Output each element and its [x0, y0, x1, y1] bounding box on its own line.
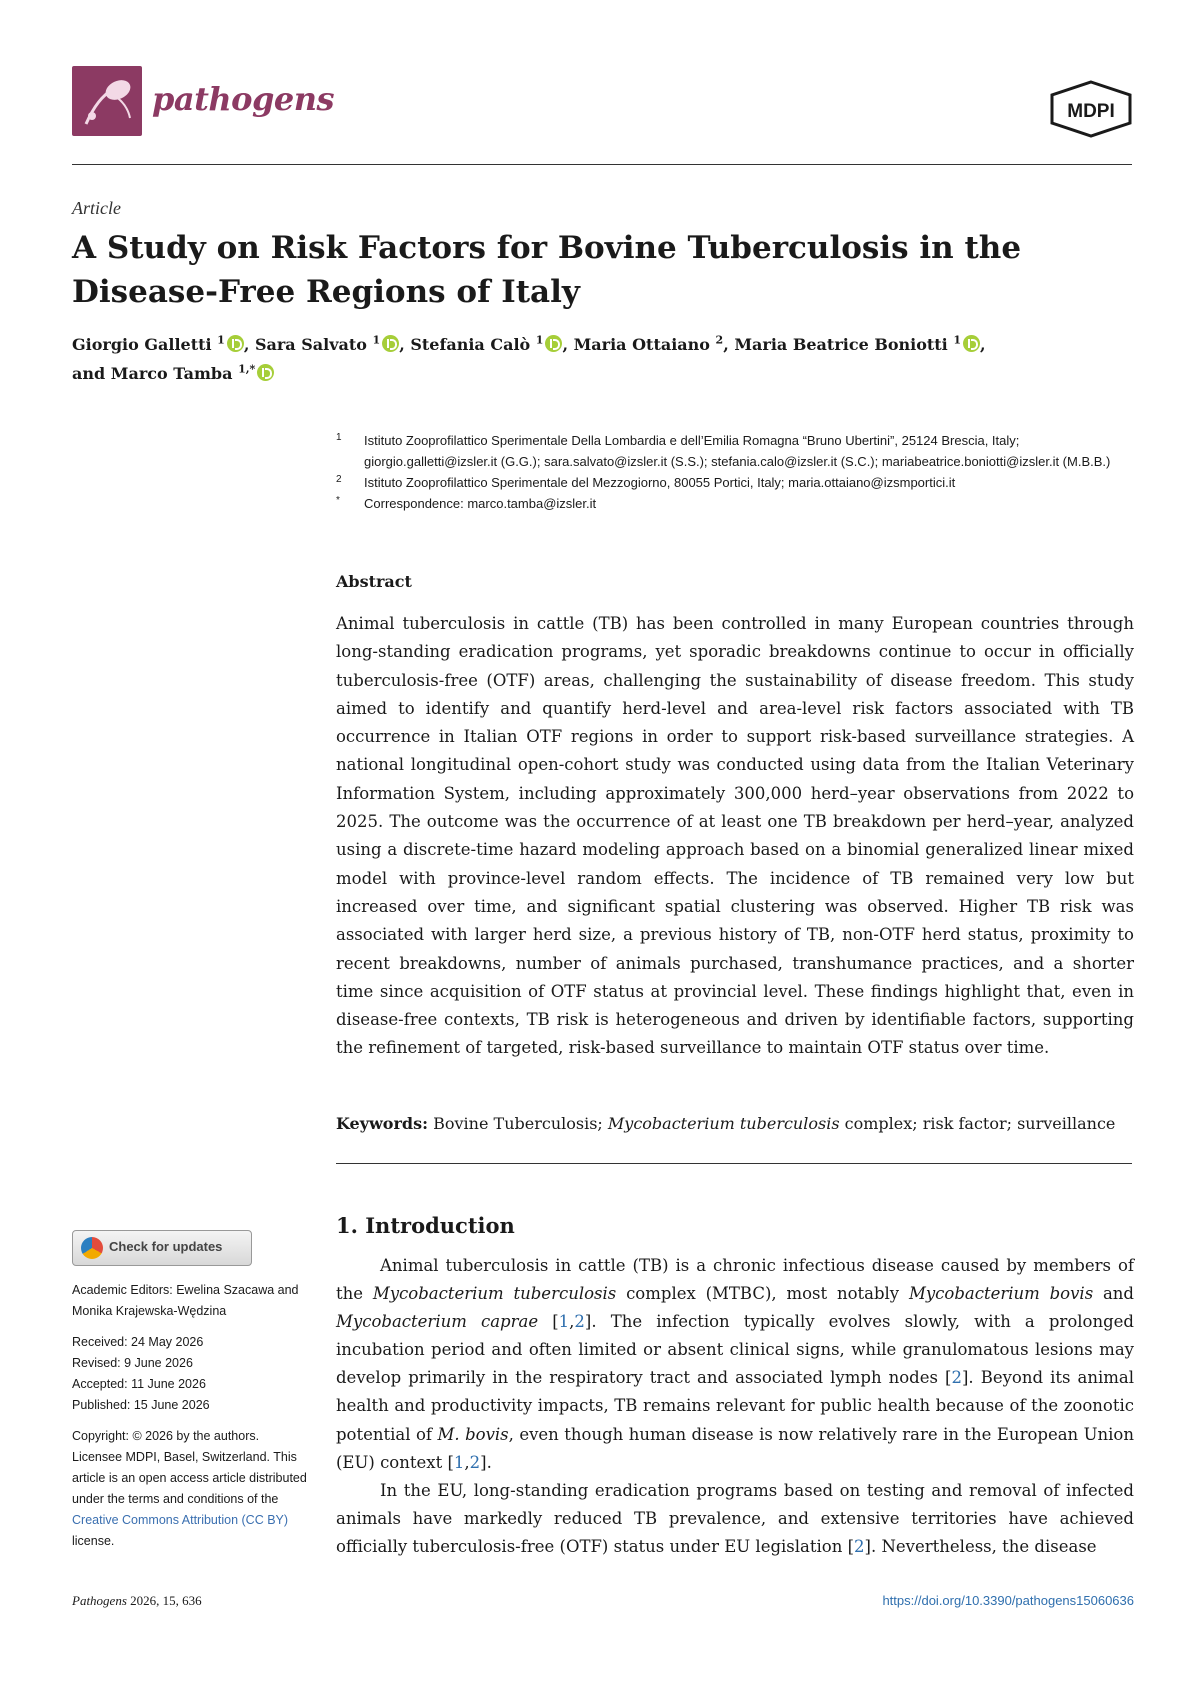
- license-tail: license.: [72, 1534, 115, 1548]
- text-run: Animal tuberculosis in cattle (TB) is a chronic infectious disease caused by members of the: [336, 1256, 1134, 1304]
- paragraph-1: [336, 1252, 1134, 1477]
- date-accepted: Accepted: 11 June 2026: [72, 1377, 206, 1391]
- copyright-text: Copyright: © 2026 by the authors. Licensee MDPI, Basel, Switzerland. This article is an open access article distributed under the terms and conditions of the: [72, 1429, 307, 1506]
- orcid-icon[interactable]: [382, 335, 399, 352]
- author-name[interactable]: Giorgio Galletti: [72, 335, 212, 354]
- date-revised: Revised: 9 June 2026: [72, 1356, 193, 1370]
- doi-link[interactable]: https://doi.org/10.3390/pathogens15060636: [882, 1593, 1134, 1608]
- keywords: [336, 1114, 1136, 1133]
- orcid-icon[interactable]: [545, 335, 562, 352]
- author-separator: ,: [243, 335, 255, 354]
- citation-link[interactable]: 2: [469, 1452, 481, 1472]
- affiliation-marker: 2: [715, 333, 724, 347]
- author-name[interactable]: Marco Tamba: [110, 364, 233, 383]
- citation-link[interactable]: 1: [453, 1452, 465, 1472]
- text-run: , even though human disease is now relatively rare in the European Union (EU) context [: [336, 1424, 1134, 1472]
- affiliation-text: Istituto Zooprofilattico Sperimentale del Mezzogiorno, 80055 Portici, Italy; maria.ottaiano@izsmportici.it: [364, 475, 956, 490]
- abstract-heading: Abstract: [336, 572, 412, 591]
- article-info-sidebar: [72, 1280, 312, 1552]
- academic-editors: Academic Editors: Ewelina Szacawa and Monika Krajewska-Wędzina: [72, 1283, 299, 1318]
- license-link[interactable]: Creative Commons Attribution (CC BY): [72, 1513, 289, 1527]
- article-title: A Study on Risk Factors for Bovine Tuberculosis in the Disease-Free Regions of Italy: [72, 230, 1022, 310]
- check-for-updates-button[interactable]: [72, 1230, 252, 1266]
- affiliation-text: Correspondence: marco.tamba@izsler.it: [364, 496, 597, 511]
- author-separator: ,: [562, 335, 574, 354]
- orcid-icon[interactable]: [227, 335, 244, 352]
- article-type: Article: [72, 198, 121, 218]
- affiliation-number: 2: [336, 474, 342, 485]
- section-heading: 1. Introduction: [336, 1213, 515, 1238]
- citation-link[interactable]: 1: [558, 1312, 570, 1332]
- text-run: ]. The infection typically evolves slowly, with a prolonged incubation period and often limited or absent clinical signs, while granulomatous lesions may develop primarily in the respiratory tract and associated lymph nodes [: [336, 1312, 1134, 1388]
- affiliation-marker: 1: [953, 333, 961, 347]
- paragraph-2: [336, 1477, 1134, 1561]
- author-separator: ,: [723, 335, 735, 354]
- orcid-icon[interactable]: [257, 364, 274, 381]
- keyword-italic: Mycobacterium tuberculosis: [607, 1114, 840, 1133]
- affiliation-item: [336, 472, 1136, 493]
- author-name[interactable]: Stefania Calò: [410, 335, 531, 354]
- journal-name: pathogens: [152, 80, 335, 118]
- footer-journal: Pathogens: [72, 1593, 127, 1608]
- affiliation-marker: 1: [372, 333, 381, 347]
- abstract-divider: [336, 1163, 1132, 1164]
- affiliation-item: [336, 430, 1136, 472]
- mdpi-logo-icon: [1048, 80, 1134, 138]
- text-run: ,: [464, 1452, 470, 1472]
- introduction-body: [336, 1252, 1134, 1561]
- check-updates-icon: [81, 1237, 103, 1259]
- author-separator: ,: [399, 335, 411, 354]
- author-list: [72, 330, 1132, 388]
- footer-volume: 2026, 15, 636: [130, 1593, 202, 1608]
- copyright-notice: [72, 1426, 312, 1552]
- text-run: ].: [480, 1452, 492, 1472]
- text-run: and: [1093, 1284, 1134, 1304]
- affiliations: [336, 430, 1136, 514]
- text-run: [: [538, 1312, 559, 1332]
- species-name: Mycobacterium caprae: [336, 1312, 539, 1332]
- citation-link[interactable]: 2: [951, 1368, 962, 1388]
- publisher-name: MDPI: [1067, 101, 1115, 122]
- species-name: M. bovis: [437, 1424, 509, 1444]
- affiliation-marker: 1: [217, 333, 225, 347]
- check-updates-label: Check for updates: [109, 1239, 223, 1254]
- keywords-label: Keywords:: [336, 1114, 429, 1133]
- text-run: ]. Nevertheless, the disease: [864, 1536, 1097, 1556]
- affiliation-item: [336, 493, 1136, 514]
- author-name[interactable]: Sara Salvato: [254, 335, 367, 354]
- journal-logo: [72, 66, 142, 136]
- affiliation-text: Istituto Zooprofilattico Sperimentale Della Lombardia e dell’Emilia Romagna “Bruno Ubertini”, 25124 Brescia, Italy; giorgio.galletti@izsler.it (G.G.); sara.salvato@izsler.it (S.S.); stefania.calo@izsler.it (S.C.); mariabeatrice.boniotti@izsler.it (M.B.B.): [364, 433, 1111, 469]
- citation-link[interactable]: 2: [574, 1312, 585, 1332]
- abstract-text: Animal tuberculosis in cattle (TB) has been controlled in many European countries through long-standing eradication programs, yet sporadic breakdowns continue to occur in officially tuberculosis-free (OTF) areas, challenging the sustainability of disease freedom. This study aimed to identify and quantify herd-level and area-level risk factors associated with TB occurrence in Italian OTF regions in order to support risk-based surveillance strategies. A national longitudinal open-cohort study was conducted using data from the Italian Veterinary Information System, including approximately 300,000 herd–year observations from 2022 to 2025. The outcome was the occurrence of at least one TB breakdown per herd–year, analyzed using a discrete-time hazard modeling approach based on a binomial generalized linear mixed model with province-level random effects. The incidence of TB remained very low but increased over time, and significant spatial clustering was observed. Higher TB risk was associated with larger herd size, a previous history of TB, non-OTF herd status, proximity to recent breakdowns, number of animals purchased, transhumance practices, and a shorter time since acquisition of OTF status at provincial level. These findings highlight that, even in disease-free contexts, TB risk is heterogeneous and driven by identifiable factors, supporting the refinement of targeted, risk-based surveillance to maintain OTF status over time.: [336, 614, 1134, 1058]
- text-run: ,: [569, 1312, 575, 1332]
- affiliation-marker: 1,*: [238, 362, 256, 376]
- orcid-icon[interactable]: [963, 335, 980, 352]
- keyword: complex; risk factor; surveillance: [844, 1114, 1116, 1133]
- author-name[interactable]: Maria Ottaiano: [573, 335, 710, 354]
- species-name: Mycobacterium bovis: [908, 1284, 1094, 1304]
- affiliation-number: *: [336, 495, 340, 506]
- species-name: Mycobacterium tuberculosis: [372, 1284, 617, 1304]
- keyword: Bovine Tuberculosis;: [433, 1114, 603, 1133]
- text-run: complex (MTBC), most notably: [616, 1284, 909, 1304]
- citation-link[interactable]: 2: [854, 1536, 865, 1556]
- affiliation-number: 1: [336, 432, 342, 443]
- footer-citation: [72, 1593, 202, 1609]
- header-divider: [72, 164, 1132, 165]
- author-name[interactable]: Maria Beatrice Boniotti: [734, 335, 948, 354]
- affiliation-marker: 1: [535, 333, 544, 347]
- text-run: ]. Beyond its animal health and productivity impacts, TB remains relevant for public health because of the zoonotic potential of: [336, 1368, 1134, 1444]
- text-run: In the EU, long-standing eradication programs based on testing and removal of infected animals have markedly reduced TB prevalence, and extensive territories have achieved officially tuberculosis-free (OTF) status under EU legislation [: [336, 1480, 1134, 1556]
- author-separator: and: [72, 364, 111, 383]
- journal-logo-icon: [72, 66, 142, 136]
- date-received: Received: 24 May 2026: [72, 1335, 204, 1349]
- author-separator: ,: [979, 335, 986, 354]
- date-published: Published: 15 June 2026: [72, 1398, 210, 1412]
